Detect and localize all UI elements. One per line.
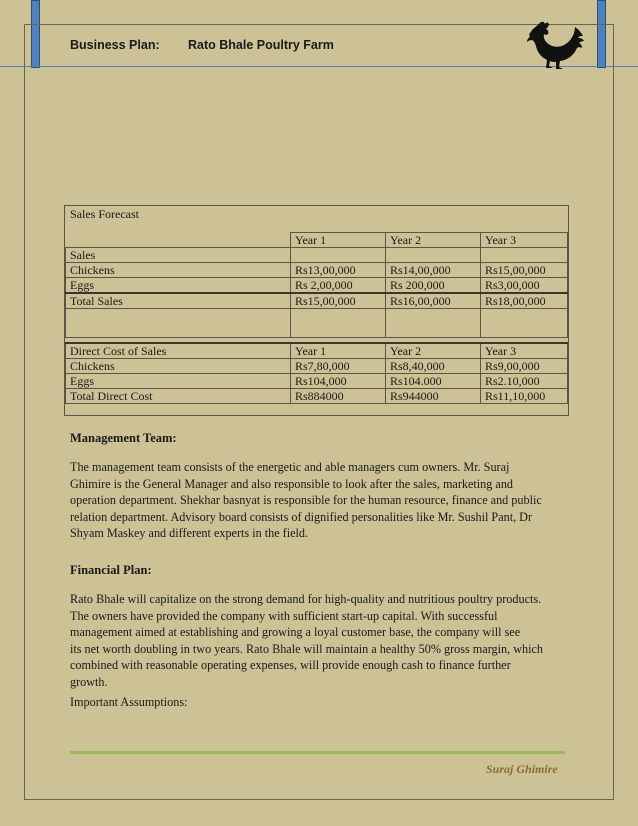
cell-value: Rs104.000 <box>386 374 481 389</box>
table-row <box>66 293 568 309</box>
management-paragraph <box>70 459 570 542</box>
cell-value: Rs16,00,000 <box>386 293 481 309</box>
assumptions-label: Important Assumptions: <box>70 695 188 709</box>
management-heading: Management Team: <box>70 431 177 445</box>
cell-value: Rs 200,000 <box>386 278 481 294</box>
row-label: Chickens <box>66 263 291 278</box>
paragraph-line: its net worth doubling in two years. Rato Bhale will maintain a healthy 50% gross margin, which <box>70 641 543 656</box>
cell-value: Rs 2,00,000 <box>291 278 386 294</box>
paragraph-line: growth. <box>70 674 108 689</box>
financial-paragraph <box>70 591 570 690</box>
year-header: Year 2 <box>386 233 481 248</box>
financial-heading: Financial Plan: <box>70 563 152 577</box>
sales-forecast-box <box>64 205 569 416</box>
header-title: Rato Bhale Poultry Farm <box>188 38 334 52</box>
cell-value: Rs7,80,000 <box>291 359 386 374</box>
cell-value: Rs944000 <box>386 389 481 404</box>
cell-value: Rs8,40,000 <box>386 359 481 374</box>
paragraph-line: Ghimire is the General Manager and also responsible to look after the sales, marketing and <box>70 476 514 491</box>
cell-value: Rs9,00,000 <box>481 359 568 374</box>
rooster-icon <box>525 20 589 70</box>
row-label: Total Sales <box>66 293 291 309</box>
forecast-caption: Sales Forecast <box>70 207 139 221</box>
cell-value: Rs3,00,000 <box>481 278 568 294</box>
cell-value: Rs15,00,000 <box>291 293 386 309</box>
row-label: Eggs <box>66 278 291 294</box>
paragraph-line: management aimed at establishing and growing a loyal customer base, the company will see <box>70 625 521 639</box>
table-row <box>66 359 568 374</box>
cell-value: Rs13,00,000 <box>291 263 386 278</box>
footer-author: Suraj Ghimire <box>486 762 558 776</box>
row-label: Chickens <box>66 359 291 374</box>
cell-value: Rs104,000 <box>291 374 386 389</box>
year-header: Year 1 <box>291 233 386 248</box>
paragraph-line: The management team consists of the energetic and able managers cum owners. Mr. Suraj <box>70 460 510 474</box>
table-row <box>66 263 568 278</box>
cell-value: Rs14,00,000 <box>386 263 481 278</box>
cell-value: Rs15,00,000 <box>481 263 568 278</box>
sales-table <box>65 232 568 338</box>
year-header: Year 3 <box>481 343 568 359</box>
table-row <box>66 278 568 294</box>
footer-rule <box>70 751 565 754</box>
cell-value: Rs884000 <box>291 389 386 404</box>
table-row <box>66 343 568 359</box>
paragraph-line: The owners have provided the company with sufficient start-up capital. With successful <box>70 608 498 623</box>
paragraph-line: operation department. Shekhar basnyat is responsible for the human resource, finance and public <box>70 493 542 507</box>
paragraph-line: Rato Bhale will capitalize on the strong demand for high-quality and nutritious poultry products. <box>70 592 542 606</box>
cell-value: Rs2.10,000 <box>481 374 568 389</box>
cell-value: Rs18,00,000 <box>481 293 568 309</box>
table-row <box>66 248 568 263</box>
table-row <box>66 389 568 404</box>
cell-value: Rs11,10,000 <box>481 389 568 404</box>
row-label: Sales <box>66 248 291 263</box>
table-row <box>66 233 568 248</box>
year-header: Year 2 <box>386 343 481 359</box>
row-label: Total Direct Cost <box>66 389 291 404</box>
table-row <box>66 309 568 338</box>
year-header: Year 1 <box>291 343 386 359</box>
row-label: Direct Cost of Sales <box>66 343 291 359</box>
header-label: Business Plan: <box>70 38 160 52</box>
year-header: Year 3 <box>481 233 568 248</box>
cost-table <box>65 342 568 404</box>
paragraph-line: combined with reasonable operating expenses, will provide enough cash to finance further <box>70 658 511 672</box>
paragraph-line: relation department. Advisory board consists of dignified personalities like Mr. Sushil Pant, Dr <box>70 509 533 524</box>
table-row <box>66 374 568 389</box>
paragraph-line: Shyam Maskey and different experts in the field. <box>70 526 309 540</box>
row-label: Eggs <box>66 374 291 389</box>
